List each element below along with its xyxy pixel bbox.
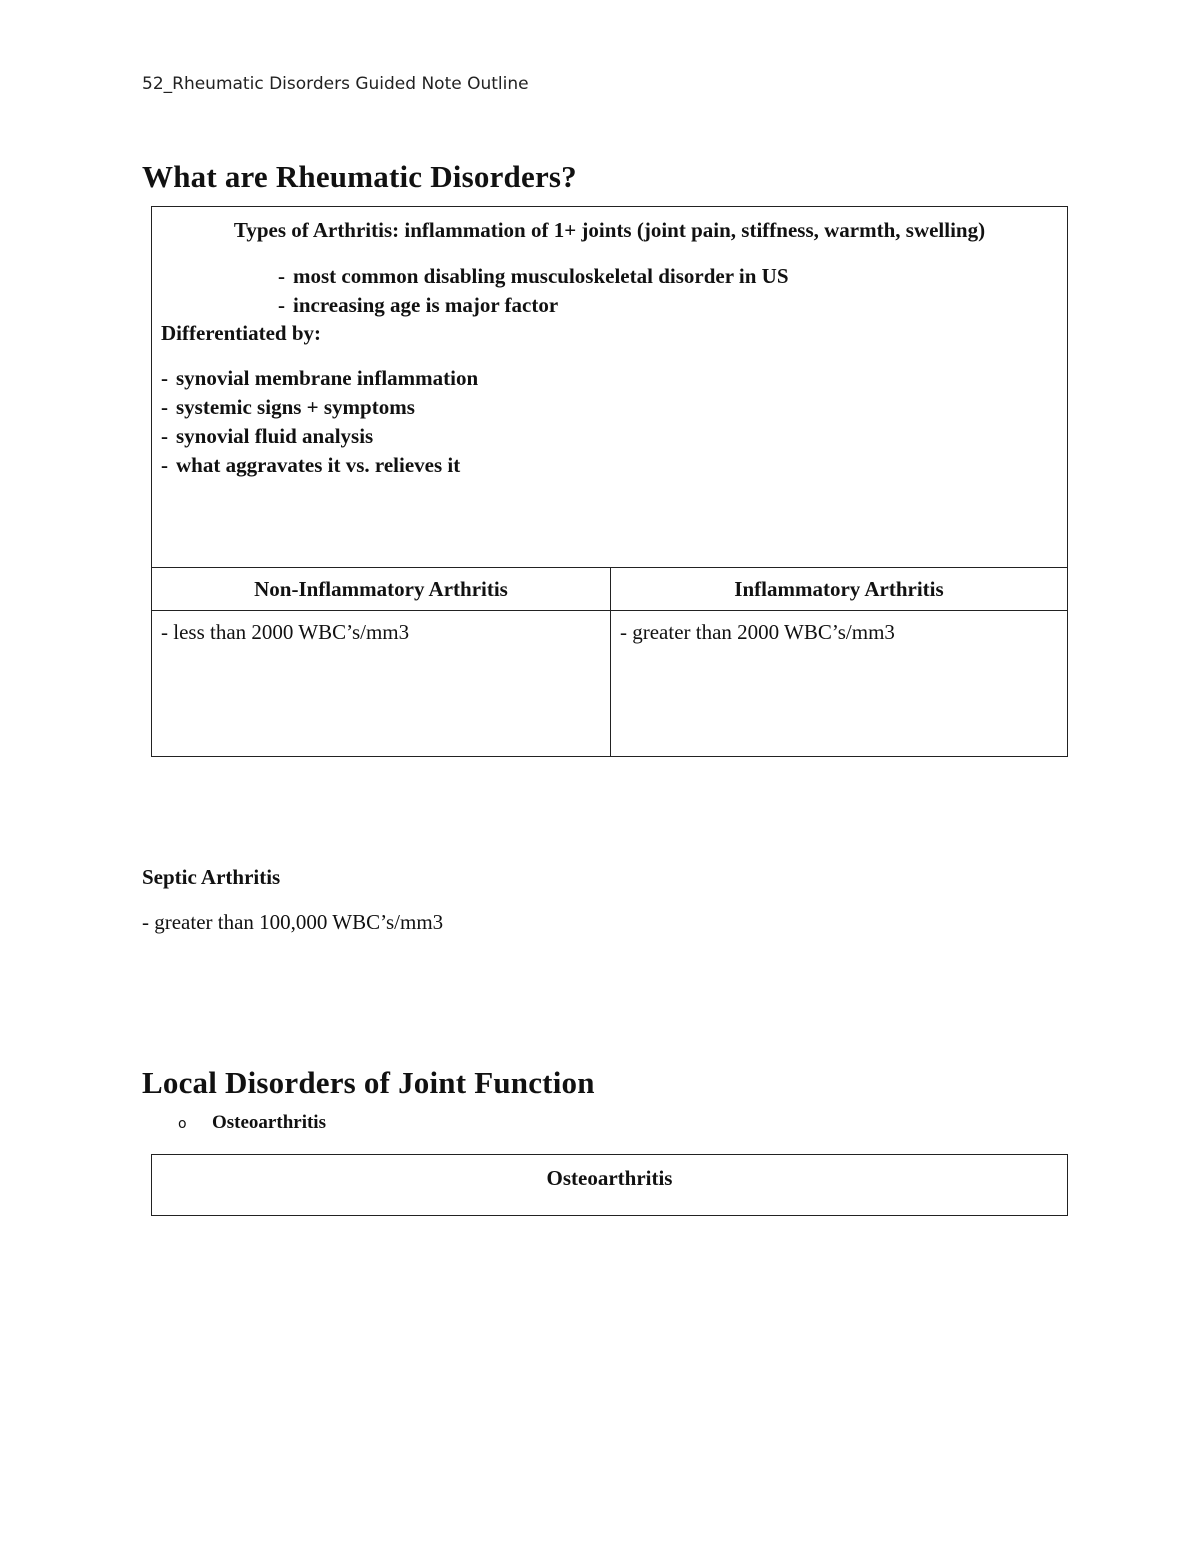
inflammatory-column — [611, 568, 1067, 756]
septic-arthritis-body: - greater than 100,000 WBC’s/mm3 — [142, 910, 444, 934]
document-header: 52_Rheumatic Disorders Guided Note Outline — [142, 74, 529, 94]
circle-bullet-icon: o — [178, 1116, 187, 1132]
osteoarthritis-table — [151, 1154, 1068, 1216]
types-points-list — [278, 262, 789, 320]
list-item: - what aggravates it vs. relieves it — [161, 453, 461, 477]
list-item: - increasing age is major factor — [278, 293, 559, 317]
septic-arthritis-title: Septic Arthritis — [142, 865, 281, 889]
list-item: - systemic signs + symptoms — [161, 395, 415, 419]
osteoarthritis-table-header: Osteoarthritis — [546, 1166, 673, 1190]
types-of-arthritis-line: Types of Arthritis: inflammation of 1+ joints (joint pain, stiffness, warmth, swelling) — [233, 218, 986, 242]
list-item: - synovial fluid analysis — [161, 424, 374, 448]
list-item: - synovial membrane inflammation — [161, 366, 479, 390]
inflammatory-header: Inflammatory Arthritis — [611, 568, 1067, 611]
non-inflammatory-header: Non-Inflammatory Arthritis — [152, 568, 610, 611]
section-heading-rheumatic-disorders: What are Rheumatic Disorders? — [142, 159, 577, 194]
osteoarthritis-bullet-item — [178, 1112, 326, 1134]
osteoarthritis-bullet-label: Osteoarthritis — [212, 1112, 326, 1133]
arthritis-table — [151, 206, 1068, 757]
section-heading-local-disorders: Local Disorders of Joint Function — [142, 1065, 595, 1100]
non-inflammatory-column — [152, 568, 611, 756]
list-item: - most common disabling musculoskeletal disorder in US — [278, 264, 789, 288]
arthritis-intro-cell — [152, 207, 1067, 568]
differentiated-by-label: Differentiated by: — [161, 321, 321, 345]
inflammatory-body: - greater than 2000 WBC’s/mm3 — [620, 620, 895, 644]
non-inflammatory-body: - less than 2000 WBC’s/mm3 — [161, 620, 410, 644]
differentiated-points-list — [161, 364, 478, 480]
